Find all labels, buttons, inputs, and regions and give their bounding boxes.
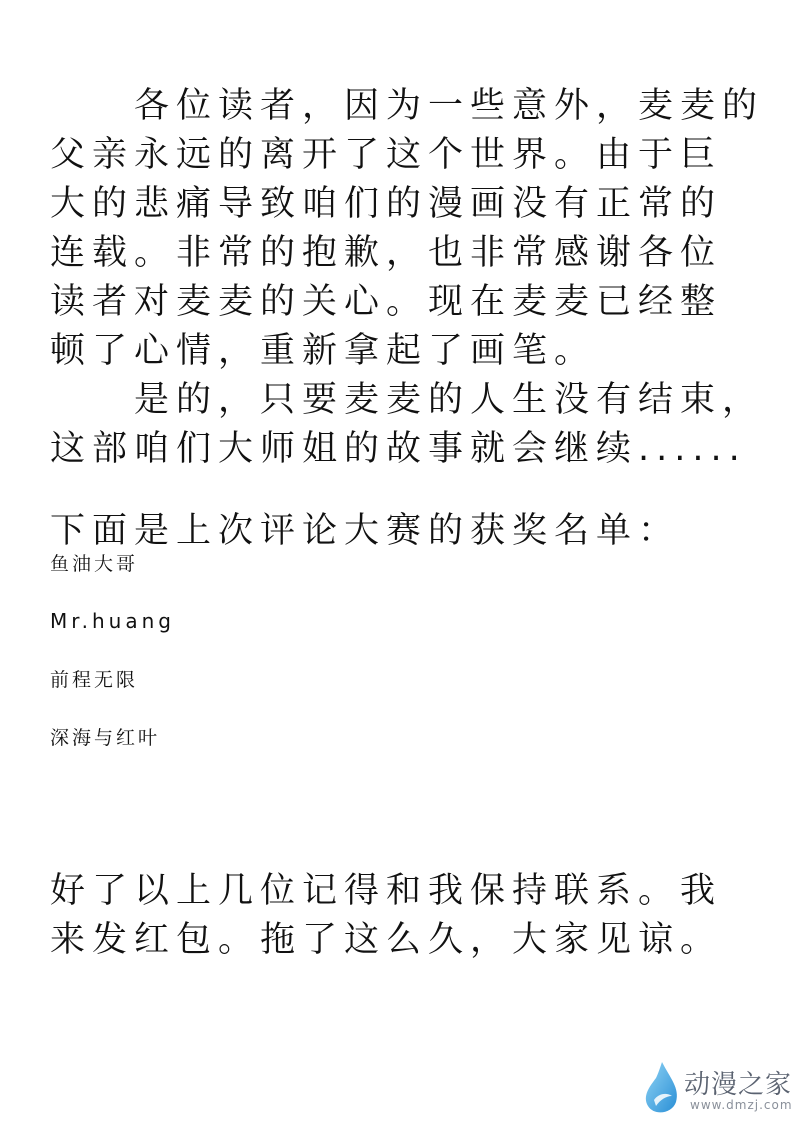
notice-paragraph2-line2: 这部咱们大师姐的故事就会继续...... bbox=[50, 429, 747, 469]
closing-line1: 好了以上几位记得和我保持联系。我 bbox=[50, 871, 723, 911]
notice-paragraph1-line5: 读者对麦麦的关心。现在麦麦已经整 bbox=[50, 282, 723, 322]
notice-paragraph1-line2: 父亲永远的离开了这个世界。由于巨 bbox=[50, 135, 723, 175]
winner-name: 前程无限 bbox=[50, 669, 139, 691]
winner-name: 鱼油大哥 bbox=[50, 553, 139, 575]
winner-name: 深海与红叶 bbox=[50, 727, 161, 749]
notice-paragraph1-line4: 连载。非常的抱歉，也非常感谢各位 bbox=[50, 233, 723, 273]
notice-paragraph1-line1: 各位读者，因为一些意外，麦麦的 bbox=[50, 86, 765, 126]
watermark-url: www.dmzj.com bbox=[690, 1098, 793, 1112]
watermark-site-name: 动漫之家 bbox=[684, 1070, 793, 1100]
water-drop-icon bbox=[640, 1060, 684, 1116]
notice-paragraph2-line1: 是的，只要麦麦的人生没有结束， bbox=[50, 380, 765, 420]
notice-paragraph1-line3: 大的悲痛导致咱们的漫画没有正常的 bbox=[50, 184, 723, 224]
notice-paragraph1-line6: 顿了心情，重新拿起了画笔。 bbox=[50, 331, 597, 371]
closing-line2: 来发红包。拖了这么久，大家见谅。 bbox=[50, 920, 723, 960]
site-watermark bbox=[640, 1058, 793, 1118]
winners-heading: 下面是上次评论大赛的获奖名单： bbox=[50, 511, 681, 551]
winner-name: Mr.huang bbox=[50, 609, 175, 633]
